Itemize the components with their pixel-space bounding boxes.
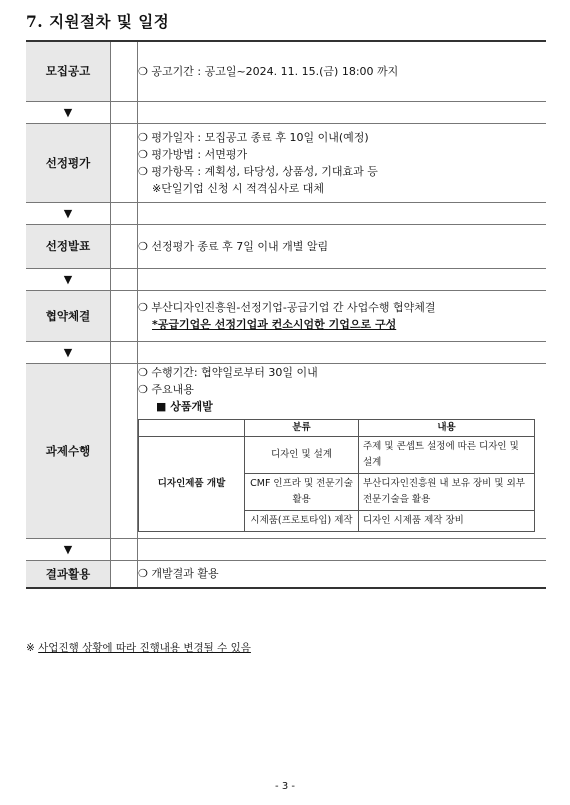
step-row	[26, 290, 546, 341]
down-arrow-icon: ▼	[26, 268, 111, 290]
step-note: ※단일기업 신청 시 적격심사로 대체	[152, 181, 324, 195]
procedure-table	[26, 40, 546, 589]
stage-label: 선정발표	[26, 224, 111, 268]
section-heading: 7. 지원절차 및 일정	[26, 12, 170, 31]
category-cell: CMF 인프라 및 전문기술 활용	[245, 473, 359, 510]
down-arrow-icon: ▼	[26, 341, 111, 363]
step-row	[26, 123, 546, 202]
step-content: ❍ 선정평가 종료 후 7일 이내 개별 알림	[138, 224, 547, 268]
arrow-row	[26, 341, 546, 363]
step-row	[26, 560, 546, 588]
stage-label: 결과활용	[26, 560, 111, 588]
column-header: 내용	[359, 419, 535, 436]
bullet-icon: ❍	[138, 567, 148, 581]
footnote-mark: ※	[26, 642, 35, 654]
stage-label: 과제수행	[26, 363, 111, 538]
arrow-row	[26, 101, 546, 123]
description-cell: 주제 및 콘셉트 설정에 따른 디자인 및 설계	[359, 436, 535, 473]
down-arrow-icon: ▼	[26, 101, 111, 123]
description-cell: 부산디자인진흥원 내 보유 장비 및 외부전문기술을 활용	[359, 473, 535, 510]
step-row	[26, 363, 546, 538]
arrow-row	[26, 268, 546, 290]
table-header-row	[139, 419, 535, 436]
stage-label: 협약체결	[26, 290, 111, 341]
down-arrow-icon: ▼	[26, 538, 111, 560]
step-content: ❍ 수행기간: 협약일로부터 30일 이내 ❍ 주요내용 ■ 상품개발 분류 내용 디자인제품 개발 디자인 및 설계 주제 및 콘셉트 설정에 따른 디자인 및 설계 CMF 인프라 및 전문기술 활용 부산디자인진흥원 내 보유 장비 및 외부전문기술을 활용 시제품(프로토타입) 제작 디자인 시제품 제작 장비	[138, 363, 547, 538]
category-cell: 시제품(프로토타입) 제작	[245, 510, 359, 531]
footnote-text: 사업진행 상황에 따라 진행내용 변경될 수 있음	[38, 642, 251, 654]
description-cell: 디자인 시제품 제작 장비	[359, 510, 535, 531]
sub-heading: ■ 상품개발	[156, 399, 213, 413]
step-note: *공급기업은 선정기업과 컨소시엄한 기업으로 구성	[152, 317, 397, 331]
stage-label: 모집공고	[26, 41, 111, 101]
stage-label: 선정평가	[26, 123, 111, 202]
step-row	[26, 224, 546, 268]
bullet-icon: ❍	[138, 147, 148, 161]
product-dev-table	[138, 419, 535, 532]
bullet-icon: ❍	[138, 164, 148, 178]
table-row	[139, 436, 535, 473]
bullet-icon: ❍	[138, 130, 148, 144]
step-content: ❍ 평가일자 : 모집공고 종료 후 10일 이내(예정) ❍ 평가방법 : 서면평가 ❍ 평가항목 : 계획성, 타당성, 상품성, 기대효과 등 ※단일기업 신청 시 적격심사로 대체	[138, 123, 547, 202]
arrow-row	[26, 202, 546, 224]
bullet-icon: ❍	[138, 239, 148, 253]
bullet-icon: ❍	[138, 300, 148, 314]
category-cell: 디자인 및 설계	[245, 436, 359, 473]
arrow-row	[26, 538, 546, 560]
page-number: - 3 -	[275, 781, 295, 792]
footnote	[26, 640, 251, 655]
bullet-icon: ❍	[138, 382, 148, 396]
step-content: ❍ 공고기간 : 공고일~2024. 11. 15.(금) 18:00 까지	[138, 41, 547, 101]
column-header: 분류	[245, 419, 359, 436]
group-cell: 디자인제품 개발	[139, 436, 245, 531]
step-row	[26, 41, 546, 101]
step-content: ❍ 부산디자인진흥원-선정기업-공급기업 간 사업수행 협약체결 *공급기업은 선정기업과 컨소시엄한 기업으로 구성	[138, 290, 547, 341]
bullet-icon: ❍	[138, 365, 148, 379]
bullet-icon: ❍	[138, 64, 148, 78]
step-content: ❍ 개발결과 활용	[138, 560, 547, 588]
down-arrow-icon: ▼	[26, 202, 111, 224]
